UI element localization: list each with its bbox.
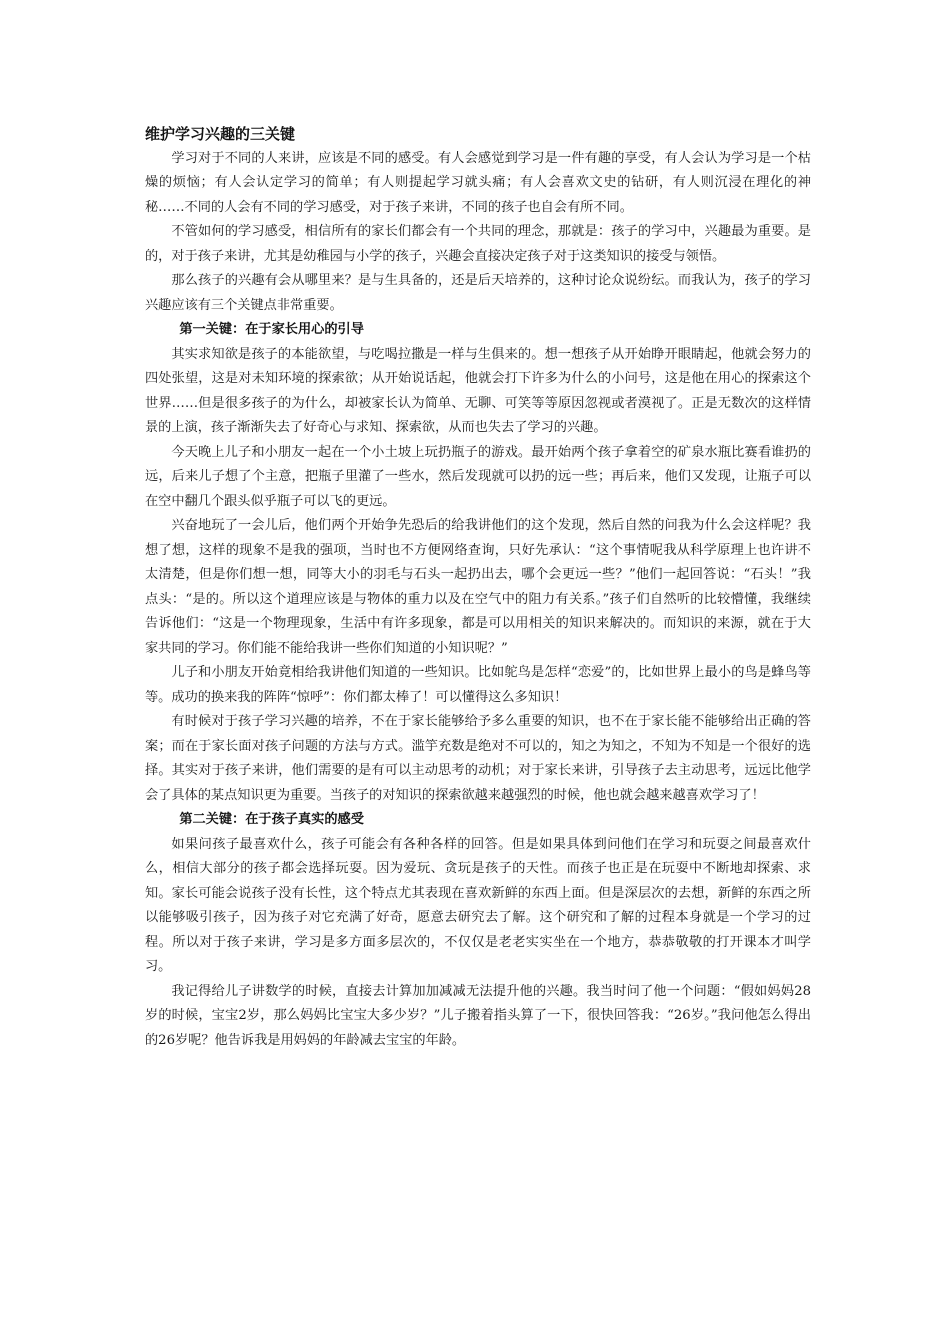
- section-2-paragraph-1: 如果问孩子最喜欢什么，孩子可能会有各种各样的回答。但是如果具体到问他们在学习和玩耍之间最喜欢什么，相信大部分的孩子都会选择玩耍。因为爱玩、贪玩是孩子的天性。而孩子也正是在玩耍中不断地却探索、求知。家长可能会说孩子没有长性，这个特点尤其表现在喜欢新鲜的东西上面。但是深层次的去想，新鲜的东西之所以能够吸引孩子，因为孩子对它充满了好奇，愿意去研究去了解。这个研究和了解的过程本身就是一个学习的过程。所以对于孩子来讲，学习是多方面多层次的，不仅仅是老老实实坐在一个地方，恭恭敬敬的打开课本才叫学习。: [145, 836, 811, 974]
- intro-paragraph-2: 不管如何的学习感受，相信所有的家长们都会有一个共同的理念，那就是：孩子的学习中，兴趣最为重要。是的，对于孩子来讲，尤其是幼稚园与小学的孩子，兴趣会直接决定孩子对于这类知识的接受与领悟。: [145, 224, 811, 264]
- section-1-paragraph-2: 今天晚上儿子和小朋友一起在一个小土坡上玩扔瓶子的游戏。最开始两个孩子拿着空的矿泉水瓶比赛看谁扔的远，后来儿子想了个主意，把瓶子里灌了一些水，然后发现就可以扔的远一些；再后来，他们又发现，让瓶子可以在空中翻几个跟头似乎瓶子可以飞的更远。: [145, 444, 811, 509]
- section-1-paragraph-1: 其实求知欲是孩子的本能欲望，与吃喝拉撒是一样与生俱来的。想一想孩子从开始睁开眼睛起，他就会努力的四处张望，这是对未知环境的探索欲；从开始说话起，他就会打下许多为什么的小问号，这是他在用心的探索这个世界……但是很多孩子的为什么，却被家长认为简单、无聊、可笑等等原因忽视或者漠视了。正是无数次的这样情景的上演，孩子渐渐失去了好奇心与求知、探索欲，从而也失去了学习的兴趣。: [145, 346, 811, 435]
- section-1-paragraph-5: 有时候对于孩子学习兴趣的培养，不在于家长能够给予多么重要的知识，也不在于家长能不能够给出正确的答案；而在于家长面对孩子问题的方法与方式。滥竽充数是绝对不可以的，知之为知之，不知为不知是一个很好的选择。其实对于孩子来讲，他们需要的是有可以主动思考的动机；对于家长来讲，引导孩子去主动思考，远远比他学会了具体的某点知识更为重要。当孩子的对知识的探索欲越来越强烈的时候，他也就会越来越喜欢学习了！: [145, 714, 811, 803]
- section-2-paragraph-2: 我记得给儿子讲数学的时候，直接去计算加加减减无法提升他的兴趣。我当时问了他一个问题：“假如妈妈28岁的时候，宝宝2岁，那么妈妈比宝宝大多少岁？”儿子搬着指头算了一下，很快回答我：“26岁。”我问他怎么得出的26岁呢？他告诉我是用妈妈的年龄减去宝宝的年龄。: [145, 983, 811, 1048]
- intro-paragraph-3: 那么孩子的兴趣有会从哪里来？是与生具备的，还是后天培养的，这种讨论众说纷纭。而我认为，孩子的学习兴趣应该有三个关键点非常重要。: [145, 273, 811, 313]
- section-1-paragraph-4: 儿子和小朋友开始竟相给我讲他们知道的一些知识。比如鸵鸟是怎样“恋爱”的，比如世界上最小的鸟是蜂鸟等等。成功的换来我的阵阵“惊呼”：你们都太棒了！可以懂得这么多知识！: [145, 665, 811, 705]
- document-title: 维护学习兴趣的三关键: [145, 125, 296, 143]
- section-2-heading: 第二关键：在于孩子真实的感受: [179, 812, 364, 827]
- document-page: [145, 122, 811, 1053]
- intro-paragraph-1: 学习对于不同的人来讲，应该是不同的感受。有人会感觉到学习是一件有趣的享受，有人会认为学习是一个枯燥的烦恼；有人会认定学习的简单；有人则提起学习就头痛；有人会喜欢文史的钻研，有人则沉浸在理化的神秘……不同的人会有不同的学习感受，对于孩子来讲，不同的孩子也自会有所不同。: [145, 150, 811, 215]
- section-1-paragraph-3: 兴奋地玩了一会儿后，他们两个开始争先恐后的给我讲他们的这个发现，然后自然的问我为什么会这样呢？我想了想，这样的现象不是我的强项，当时也不方便网络查询，只好先承认：“这个事情呢我从科学原理上也许讲不太清楚，但是你们想一想，同等大小的羽毛与石头一起扔出去，哪个会更远一些？”他们一起回答说：“石头！”我点头：“是的。所以这个道理应该是与物体的重力以及在空气中的阻力有关系。”孩子们自然听的比较懵懂，我继续告诉他们：“这是一个物理现象，生活中有许多现象，都是可以用相关的知识来解决的。而知识的来源，就在于大家共同的学习。你们能不能给我讲一些你们知道的小知识呢？”: [145, 518, 811, 656]
- section-1-heading: 第一关键：在于家长用心的引导: [179, 322, 364, 337]
